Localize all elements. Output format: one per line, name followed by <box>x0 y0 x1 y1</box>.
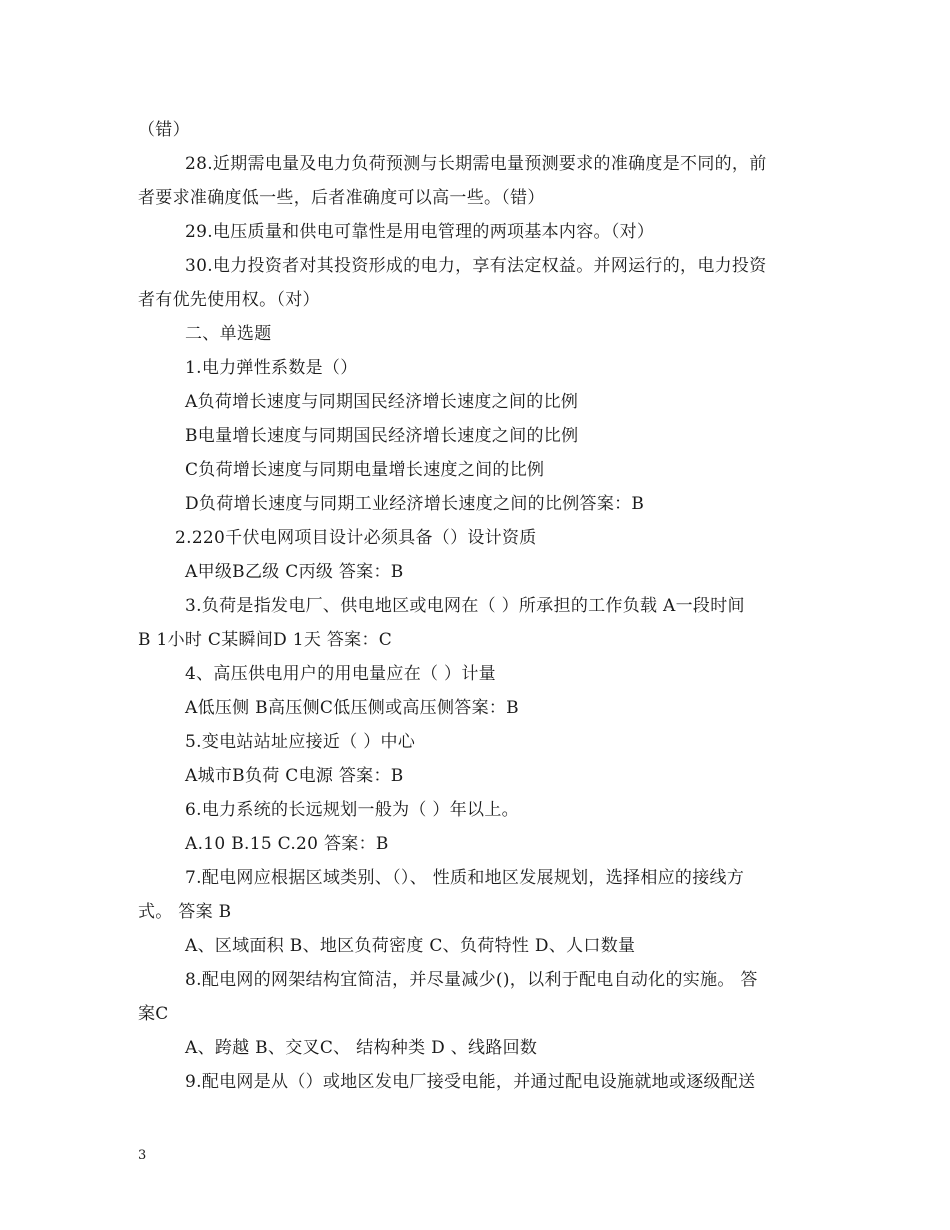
text-line: 6.电力系统的长远规划一般为（ ）年以上。 <box>185 800 519 820</box>
text-line: 30.电力投资者对其投资形成的电力，享有法定权益。并网运行的，电力投资 <box>185 256 767 276</box>
text-line: 2.220千伏电网项目设计必须具备（）设计资质 <box>175 528 537 548</box>
text-line: A、区域面积 B、地区负荷密度 C、负荷特性 D、人口数量 <box>185 936 636 956</box>
text-line: 9.配电网是从（）或地区发电厂接受电能，并通过配电设施就地或逐级配送 <box>185 1072 756 1092</box>
text-line: A城市B负荷 C电源 答案：B <box>185 766 404 786</box>
text-line: 式。 答案 B <box>138 902 232 922</box>
text-line: 3.负荷是指发电厂、供电地区或电网在（ ）所承担的工作负载 A一段时间 <box>185 596 745 616</box>
section-heading: 二、单选题 <box>185 324 272 344</box>
text-line: D负荷增长速度与同期工业经济增长速度之间的比例答案：B <box>185 494 645 514</box>
text-line: 4、高压供电用户的用电量应在（ ）计量 <box>185 664 496 684</box>
text-line: B 1小时 C某瞬间D 1天 答案：C <box>138 630 393 650</box>
text-line: 28.近期需电量及电力负荷预测与长期需电量预测要求的准确度是不同的，前 <box>185 154 767 174</box>
text-line: C负荷增长速度与同期电量增长速度之间的比例 <box>185 460 545 480</box>
text-line: A甲级B乙级 C丙级 答案：B <box>185 562 404 582</box>
page-number: 3 <box>138 1148 147 1163</box>
text-line: 1.电力弹性系数是（） <box>185 358 358 378</box>
text-line: 7.配电网应根据区域类别、（）、 性质和地区发展规划，选择相应的接线方 <box>185 868 745 888</box>
text-line: （错） <box>138 120 190 140</box>
text-line: 者有优先使用权。（对） <box>138 290 320 310</box>
text-line: A、跨越 B、交叉C、 结构种类 D 、线路回数 <box>185 1038 538 1058</box>
text-line: 案C <box>138 1004 169 1024</box>
text-line: 8.配电网的网架结构宜简洁，并尽量减少()，以利于配电自动化的实施。 答 <box>185 970 758 990</box>
text-line: 29.电压质量和供电可靠性是用电管理的两项基本内容。（对） <box>185 222 655 242</box>
text-line: B电量增长速度与同期国民经济增长速度之间的比例 <box>185 426 579 446</box>
text-line: A低压侧 B高压侧C低压侧或高压侧答案：B <box>185 698 519 718</box>
text-line: A负荷增长速度与同期国民经济增长速度之间的比例 <box>185 392 579 412</box>
text-line: 者要求准确度低一些，后者准确度可以高一些。（错） <box>138 188 545 208</box>
text-line: 5.变电站站址应接近（ ）中心 <box>185 732 416 752</box>
text-line: A.10 B.15 C.20 答案：B <box>185 834 389 854</box>
